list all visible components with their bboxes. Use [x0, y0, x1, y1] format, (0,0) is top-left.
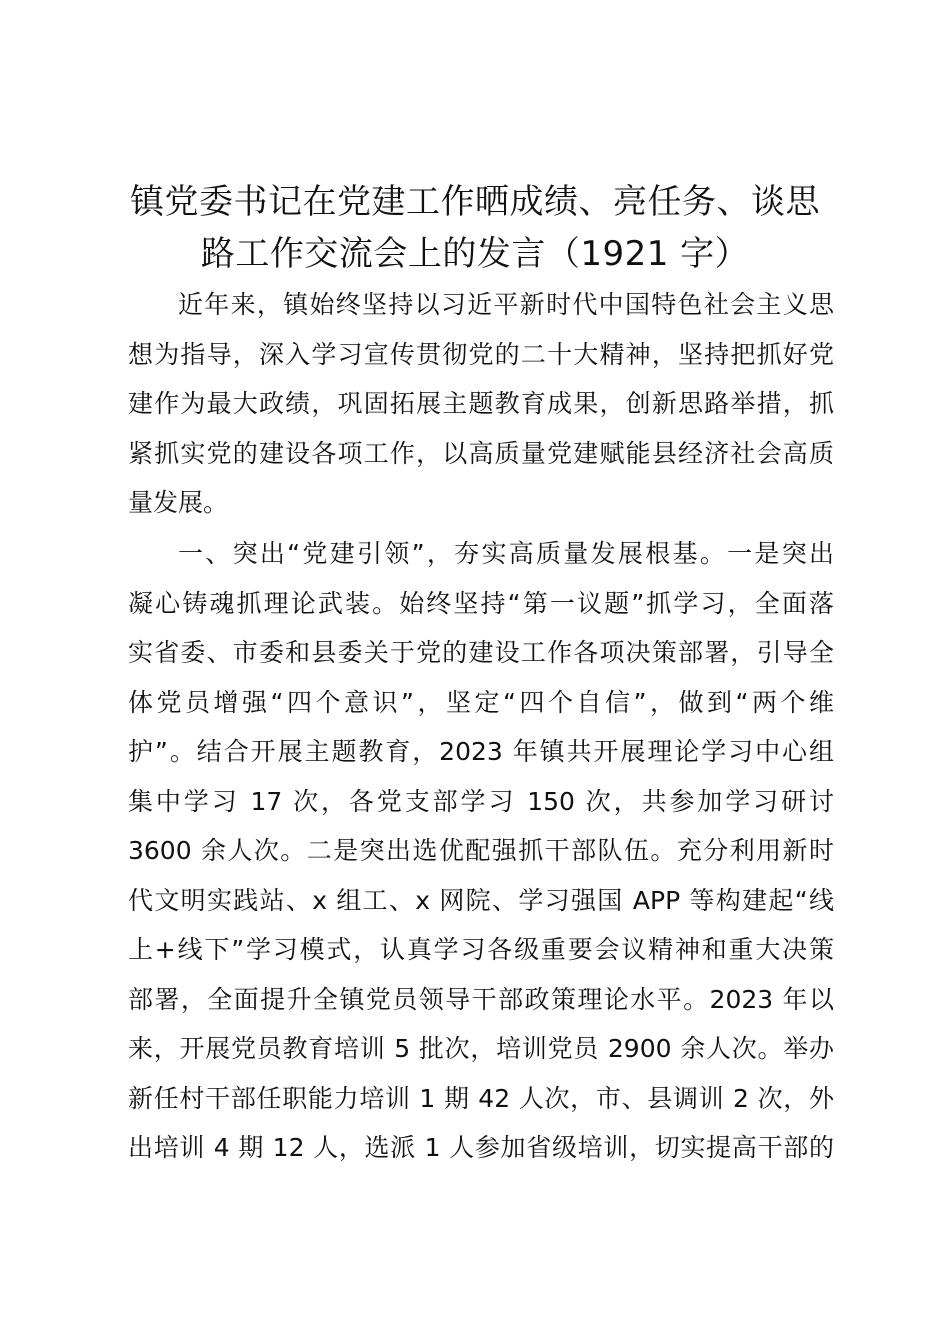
paragraph-line: 凝心铸魂抓理论武装。始终坚持“第一议题”抓学习，全面落	[128, 588, 834, 618]
paragraph-line: 3600 余人次。二是突出选优配强抓干部队伍。充分利用新时	[128, 836, 834, 865]
title-line: 路工作交流会上的发言（1921 字）	[200, 234, 750, 274]
paragraph-line: 上+线下”学习模式，认真学习各级重要会议精神和重大决策	[128, 935, 834, 964]
paragraph-line: 集中学习 17 次，各党支部学习 150 次，共参加学习研讨	[128, 786, 834, 816]
paragraph-line: 近年来，镇始终坚持以习近平新时代中国特色社会主义思	[178, 290, 834, 319]
paragraph-section-one	[128, 529, 834, 1173]
paragraph-line: 代文明实践站、x 组工、x 网院、学习强国 APP 等构建起“线	[128, 885, 834, 915]
paragraph-line: 实省委、市委和县委关于党的建设工作各项决策部署，引导全	[128, 638, 834, 667]
paragraph-line: 护”。结合开展主题教育，2023 年镇共开展理论学习中心组	[128, 737, 834, 766]
paragraph-line: 出培训 4 期 12 人，选派 1 人参加省级培训，切实提高干部的	[128, 1133, 834, 1162]
title-line: 镇党委书记在党建工作晒成绩、亮任务、谈思	[130, 182, 820, 222]
paragraph-line: 新任村干部任职能力培训 1 期 42 人次，市、县调训 2 次，外	[128, 1083, 834, 1113]
paragraph-line: 量发展。	[128, 488, 229, 517]
paragraph-intro	[128, 280, 834, 528]
paragraph-line: 想为指导，深入学习宣传贯彻党的二十大精神，坚持把抓好党	[128, 339, 834, 369]
paragraph-line: 体党员增强“四个意识”，坚定“四个自信”，做到“两个维	[128, 687, 834, 717]
document-title	[110, 176, 840, 280]
paragraph-line: 来，开展党员教育培训 5 批次，培训党员 2900 余人次。举办	[128, 1034, 834, 1063]
paragraph-line: 部署，全面提升全镇党员领导干部政策理论水平。2023 年以	[128, 984, 834, 1014]
paragraph-line: 一、突出“党建引领”，夯实高质量发展根基。一是突出	[178, 539, 834, 568]
paragraph-line: 紧抓实党的建设各项工作，以高质量党建赋能县经济社会高质	[128, 438, 834, 468]
paragraph-line: 建作为最大政绩，巩固拓展主题教育成果，创新思路举措，抓	[128, 389, 834, 418]
